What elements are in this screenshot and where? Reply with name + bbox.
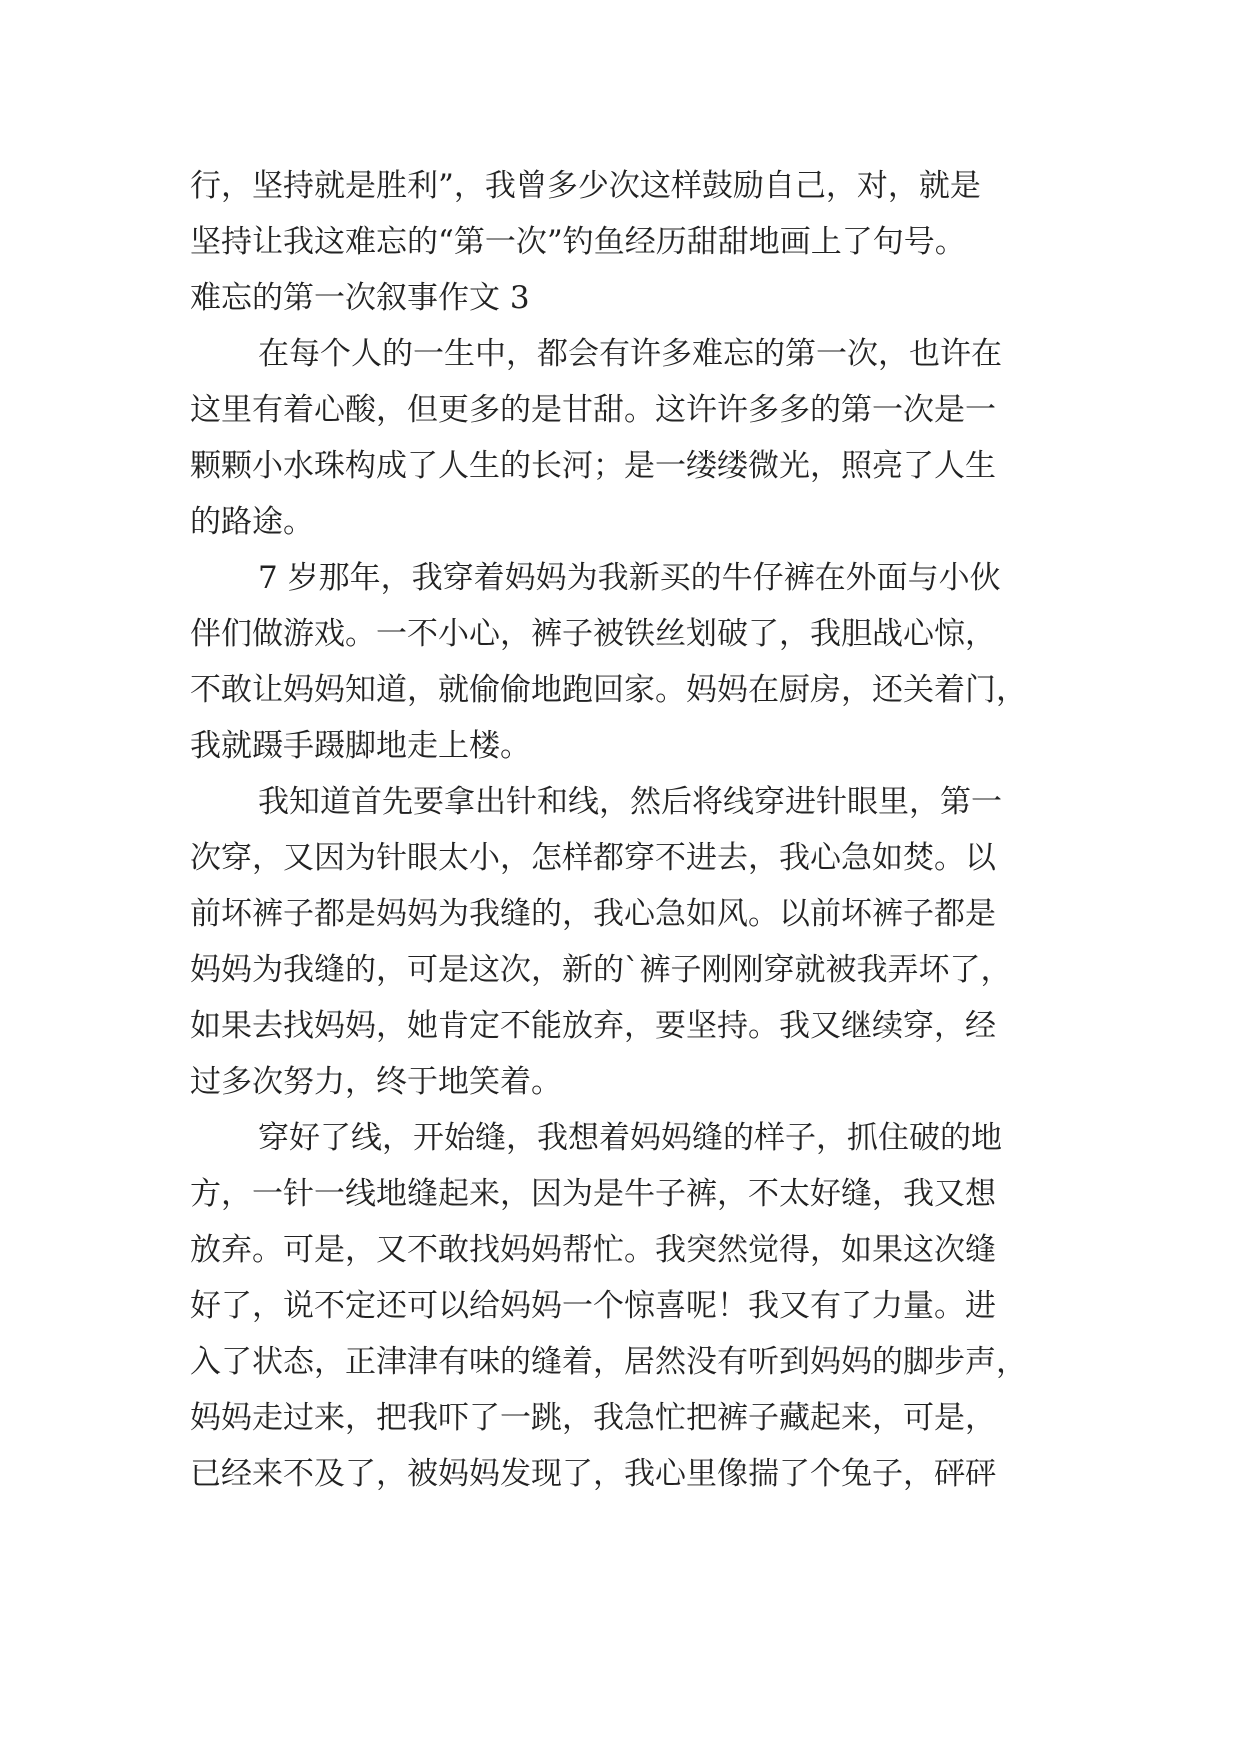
text-line: 坚持让我这难忘的“第一次”钓鱼经历甜甜地画上了句号。: [190, 224, 966, 260]
paragraph-2: [190, 550, 1051, 774]
text-line: 伴们做游戏。一不小心，裤子被铁丝划破了，我胆战心惊，: [190, 616, 996, 652]
text-line: 不敢让妈妈知道，就偷偷地跑回家。妈妈在厨房，还关着门，: [190, 672, 1027, 708]
text-line: 前坏裤子都是妈妈为我缝的，我心急如风。以前坏裤子都是: [190, 896, 996, 932]
text-line: 我就蹑手蹑脚地走上楼。: [190, 728, 531, 764]
text-line: 如果去找妈妈，她肯定不能放弃，要坚持。我又继续穿，经: [190, 1008, 996, 1044]
text-line: 在每个人的一生中，都会有许多难忘的第一次，也许在: [258, 336, 1002, 372]
paragraph-4: [190, 1110, 1051, 1502]
text-line: 行，坚持就是胜利”，我曾多少次这样鼓励自己，对，就是: [190, 168, 981, 204]
paragraph-3: [190, 774, 1051, 1110]
text-line: 这里有着心酸，但更多的是甘甜。这许许多多的第一次是一: [190, 392, 996, 428]
text-line: 好了，说不定还可以给妈妈一个惊喜呢！我又有了力量。进: [190, 1288, 996, 1324]
text-line: 放弃。可是，又不敢找妈妈帮忙。我突然觉得，如果这次缝: [190, 1232, 996, 1268]
text-line: 穿好了线，开始缝，我想着妈妈缝的样子，抓住破的地: [258, 1120, 1002, 1156]
section-title: 难忘的第一次叙事作文 3: [190, 280, 530, 316]
paragraph-1: [190, 326, 1051, 550]
essay-text: [190, 158, 1051, 1502]
text-line: 7 岁那年，我穿着妈妈为我新买的牛仔裤在外面与小伙: [258, 560, 1001, 596]
text-line: 入了状态，正津津有味的缝着，居然没有听到妈妈的脚步声，: [190, 1344, 1027, 1380]
text-line: 过多次努力，终于地笑着。: [190, 1064, 562, 1100]
text-line: 次穿，又因为针眼太小，怎样都穿不进去，我心急如焚。以: [190, 840, 996, 876]
text-line: 我知道首先要拿出针和线，然后将线穿进针眼里，第一: [258, 784, 1002, 820]
text-line: 妈妈为我缝的，可是这次，新的`裤子刚刚穿就被我弄坏了，: [190, 952, 1012, 988]
text-line: 的路途。: [190, 504, 314, 540]
text-line: 妈妈走过来，把我吓了一跳，我急忙把裤子藏起来，可是，: [190, 1400, 996, 1436]
text-line: 方，一针一线地缝起来，因为是牛子裤，不太好缝，我又想: [190, 1176, 996, 1212]
continuation-paragraph: [190, 158, 1051, 270]
text-line: 已经来不及了，被妈妈发现了，我心里像揣了个兔子，砰砰: [190, 1456, 996, 1492]
text-line: 颗颗小水珠构成了人生的长河；是一缕缕微光，照亮了人生: [190, 448, 996, 484]
